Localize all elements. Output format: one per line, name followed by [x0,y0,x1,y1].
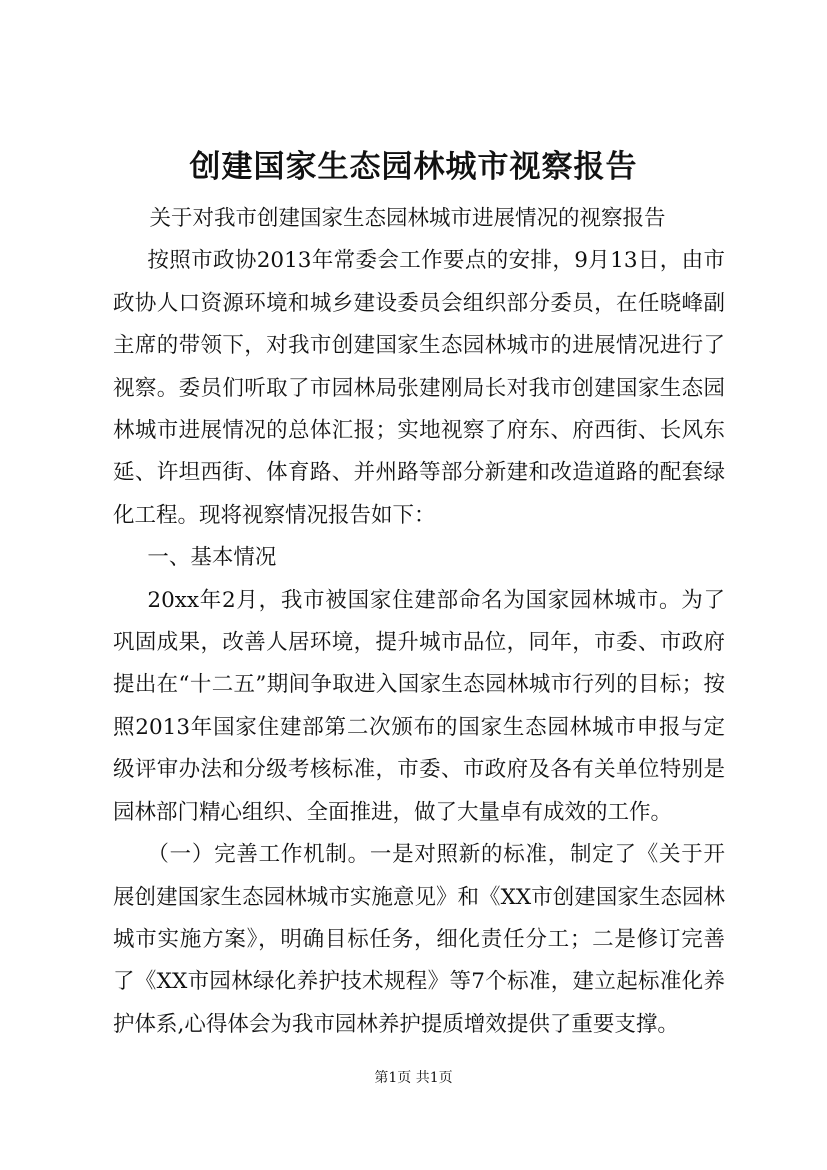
document-subtitle: 关于对我市创建国家生态园林城市进展情况的视察报告 [149,206,666,231]
paragraph-basic-situation: 20xx年2月，我市被国家住建部命名为国家园林城市。为了巩固成果，改善人居环境，提升城市品位，同年，市委、市政府提出在“十二五”期间争取进入国家生态园林城市行列的目标；按照2013年国家住建部第二次颁布的国家生态园林城市申报与定级评审办法和分级考核标准，市委、市政府及各有关单位特别是园林部门精心组织、全面推进，做了大量卓有成效的工作。 [113,587,725,825]
paragraph-intro: 按照市政协2013年常委会工作要点的安排，9月13日，由市政协人口资源环境和城乡建设委员会组织部分委员，在任晓峰副主席的带领下，对我市创建国家生态园林城市的进展情况进行了视察。委员们听取了市园林局张建刚局长对我市创建国家生态园林城市进展情况的总体汇报；实地视察了府东、府西街、长风东延、许坦西街、体育路、并州路等部分新建和改造道路的配套绿化工程。现将视察情况报告如下： [113,248,725,528]
page-footer: 第1页 共1页 [374,1070,453,1086]
document-body [113,198,725,1046]
paragraph-work-mechanism: （一）完善工作机制。一是对照新的标准，制定了《关于开展创建国家生态园林城市实施意见》和《XX市创建国家生态园林城市实施方案》，明确目标任务，细化责任分工；二是修订完善了《XX市园林绿化养护技术规程》等7个标准，建立起标准化养护体系,心得体会为我市园林养护提质增效提供了重要支撑。 [113,842,725,1037]
section-heading: 一、基本情况 [147,545,277,571]
document-title: 创建国家生态园林城市视察报告 [189,149,638,185]
